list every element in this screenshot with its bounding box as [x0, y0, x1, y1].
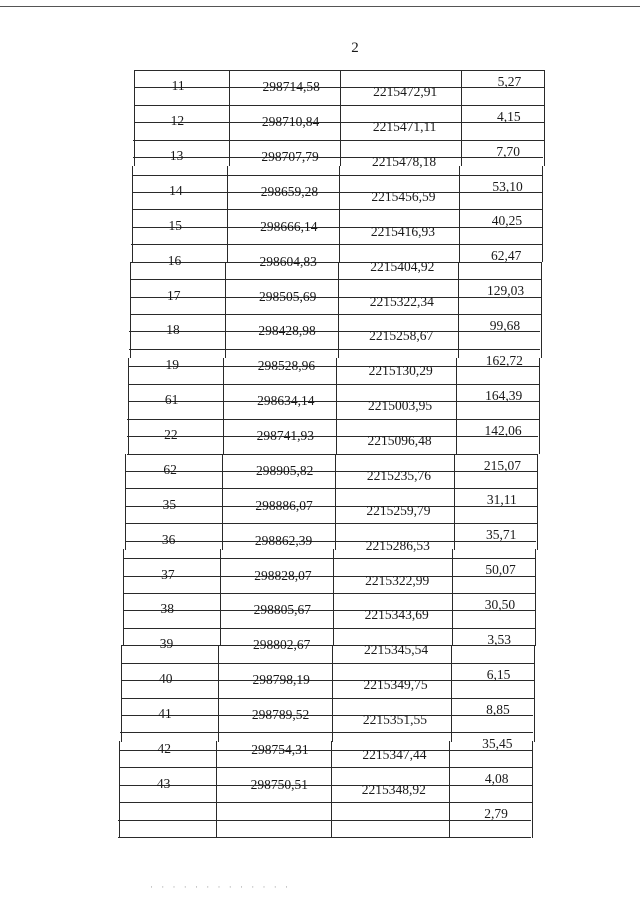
row-boundary-line [124, 558, 536, 559]
point-number: 37 [161, 566, 175, 582]
coordinate-y: 2215235,76 [366, 467, 431, 483]
column-divider-2 [339, 166, 340, 262]
distance-value: 4,15 [496, 108, 521, 124]
coordinate-y: 2215349,75 [363, 677, 428, 693]
table-border-left [125, 454, 126, 550]
point-number: 61 [164, 392, 179, 408]
distance-value: 3,53 [487, 631, 512, 647]
point-number: 13 [169, 148, 184, 164]
point-number: 40 [159, 671, 173, 687]
page-number: 2 [351, 40, 359, 56]
row-boundary-line [133, 140, 543, 141]
coordinate-x: 298710,84 [261, 114, 320, 130]
point-number: 36 [161, 531, 176, 547]
row-boundary-line [118, 837, 531, 838]
coordinate-x: 298604,83 [259, 253, 317, 269]
scan-noise: · · · · · · · · · · · · · [150, 882, 291, 892]
coordinate-y: 2215322,34 [369, 293, 434, 309]
point-number: 35 [162, 496, 177, 512]
coordinate-y: 2215404,92 [370, 258, 435, 274]
coordinate-y: 2215472,91 [373, 84, 438, 100]
table-border-left [134, 70, 135, 166]
point-number: 14 [169, 183, 183, 199]
row-boundary-line [129, 349, 540, 350]
column-divider-2 [335, 454, 336, 550]
coordinate-x: 298666,14 [260, 218, 318, 234]
coordinate-y: 2215343,69 [364, 607, 429, 623]
table-border-left [132, 166, 133, 262]
distance-value: 50,07 [485, 562, 516, 578]
coordinate-x: 298805,67 [253, 602, 311, 618]
distance-value: 35,45 [482, 736, 513, 752]
column-divider-3 [456, 358, 457, 454]
coordinate-y: 2215456,59 [371, 189, 436, 205]
coordinate-y: 2215003,95 [368, 398, 433, 414]
coordinate-x: 298886,07 [255, 497, 313, 513]
coordinate-x: 298750,51 [250, 776, 309, 792]
column-divider-1 [218, 645, 219, 741]
table-border-left [119, 741, 120, 837]
row-boundary-line [131, 244, 542, 245]
row-boundary-line [130, 279, 541, 280]
coordinate-x: 298505,69 [258, 288, 317, 304]
distance-value: 162,72 [485, 352, 523, 368]
distance-value: 5,27 [497, 74, 522, 89]
coordinate-y: 2215096,48 [367, 433, 432, 449]
point-number: 17 [167, 287, 181, 303]
distance-value: 53,10 [492, 178, 523, 194]
row-boundary-line [123, 593, 535, 594]
coordinate-y: 2215348,92 [361, 781, 426, 797]
table-border-left [130, 262, 131, 358]
row-boundary-line [120, 732, 533, 733]
distance-value: 4,08 [484, 771, 509, 787]
column-divider-2 [333, 549, 334, 645]
point-number: 62 [163, 461, 177, 477]
coordinate-x: 298428,98 [258, 323, 316, 339]
coordinate-y: 2215345,54 [364, 642, 429, 658]
column-divider-1 [229, 70, 230, 166]
coordinate-x: 298634,14 [257, 393, 315, 409]
point-number: 42 [157, 740, 172, 756]
column-divider-1 [222, 454, 223, 550]
coordinate-x: 298659,28 [260, 184, 319, 200]
row-boundary-line [121, 698, 533, 699]
point-number: 38 [160, 601, 174, 617]
row-boundary-line [127, 419, 538, 420]
row-boundary-line [134, 105, 544, 106]
distance-value: 30,50 [484, 596, 516, 612]
coordinate-x: 298828,07 [254, 567, 312, 583]
point-number: 39 [159, 636, 174, 652]
point-number: 19 [165, 357, 180, 373]
column-divider-3 [451, 645, 452, 741]
distance-value: 129,03 [487, 283, 525, 299]
table-border-left [121, 645, 122, 741]
distance-value: 6,15 [486, 666, 511, 682]
coordinate-y: 2215258,67 [369, 328, 434, 344]
row-boundary-line [126, 488, 538, 489]
coordinate-x: 298754,31 [251, 741, 309, 757]
coordinate-x: 298862,39 [254, 532, 313, 548]
table-border-right [541, 262, 542, 358]
distance-value: 35,71 [485, 527, 517, 543]
row-boundary-line [122, 663, 534, 664]
distance-value: 62,47 [491, 248, 522, 264]
distance-value: 142,06 [484, 422, 522, 438]
column-divider-3 [459, 166, 460, 262]
coordinate-y: 2215286,53 [365, 537, 430, 553]
table-border-right [532, 741, 533, 837]
column-divider-3 [458, 262, 459, 358]
row-boundary-line [127, 454, 539, 455]
coordinate-y: 2215471,11 [372, 119, 437, 135]
column-divider-3 [454, 454, 455, 550]
point-number: 41 [158, 705, 172, 721]
coordinate-x: 298798,19 [252, 672, 310, 688]
coordinate-x: 298528,96 [257, 358, 316, 374]
column-divider-1 [223, 358, 224, 454]
column-divider-1 [220, 549, 221, 645]
row-boundary-line [119, 802, 532, 803]
distance-value: 7,70 [496, 143, 520, 159]
column-divider-2 [331, 741, 332, 837]
coordinate-x: 298707,79 [261, 149, 319, 165]
coordinate-y: 2215478,18 [372, 154, 437, 170]
point-number: 22 [164, 427, 178, 443]
distance-value: 31,11 [486, 492, 517, 508]
table-border-right [534, 645, 535, 741]
distance-value: 40,25 [491, 213, 523, 229]
coordinate-x: 298789,52 [251, 706, 310, 722]
point-number: 43 [156, 775, 171, 791]
row-boundary-line [130, 314, 541, 315]
row-boundary-line [132, 209, 543, 210]
coordinate-x: 298741,93 [256, 428, 314, 444]
column-divider-2 [332, 645, 333, 741]
table-border-right [539, 358, 540, 454]
distance-value: 2,79 [484, 806, 508, 822]
point-number: 15 [168, 217, 182, 233]
coordinate-y: 2215351,55 [362, 711, 428, 727]
coordinate-x: 298714,58 [262, 79, 320, 95]
distance-value: 8,85 [486, 701, 510, 717]
column-divider-2 [338, 262, 339, 358]
coordinate-y: 2215322,99 [365, 572, 430, 588]
column-divider-3 [452, 549, 453, 645]
column-divider-1 [227, 166, 228, 262]
table-border-left [128, 358, 129, 454]
row-boundary-line [135, 70, 545, 71]
row-boundary-line [128, 384, 539, 385]
coordinate-x: 298905,82 [256, 462, 314, 478]
coordinate-x: 298802,67 [253, 637, 311, 653]
point-number: 12 [170, 113, 185, 129]
distance-value: 99,68 [489, 318, 521, 334]
column-divider-1 [225, 262, 226, 358]
row-boundary-line [123, 628, 535, 629]
distance-value: 164,39 [485, 387, 523, 403]
coordinate-y: 2215416,93 [370, 223, 435, 239]
column-divider-1 [216, 741, 217, 837]
table-border-left [123, 549, 124, 645]
point-number: 18 [166, 322, 180, 338]
point-number: 16 [167, 252, 182, 268]
row-boundary-line [125, 523, 537, 524]
distance-value: 215,07 [483, 457, 521, 473]
coordinate-y: 2215347,44 [362, 746, 427, 762]
row-boundary-line [133, 175, 543, 176]
coordinate-y: 2215130,29 [368, 363, 433, 379]
coordinate-y: 2215259,79 [366, 502, 431, 518]
row-boundary-line [120, 767, 533, 768]
column-divider-3 [461, 70, 462, 166]
point-number: 11 [171, 78, 185, 94]
